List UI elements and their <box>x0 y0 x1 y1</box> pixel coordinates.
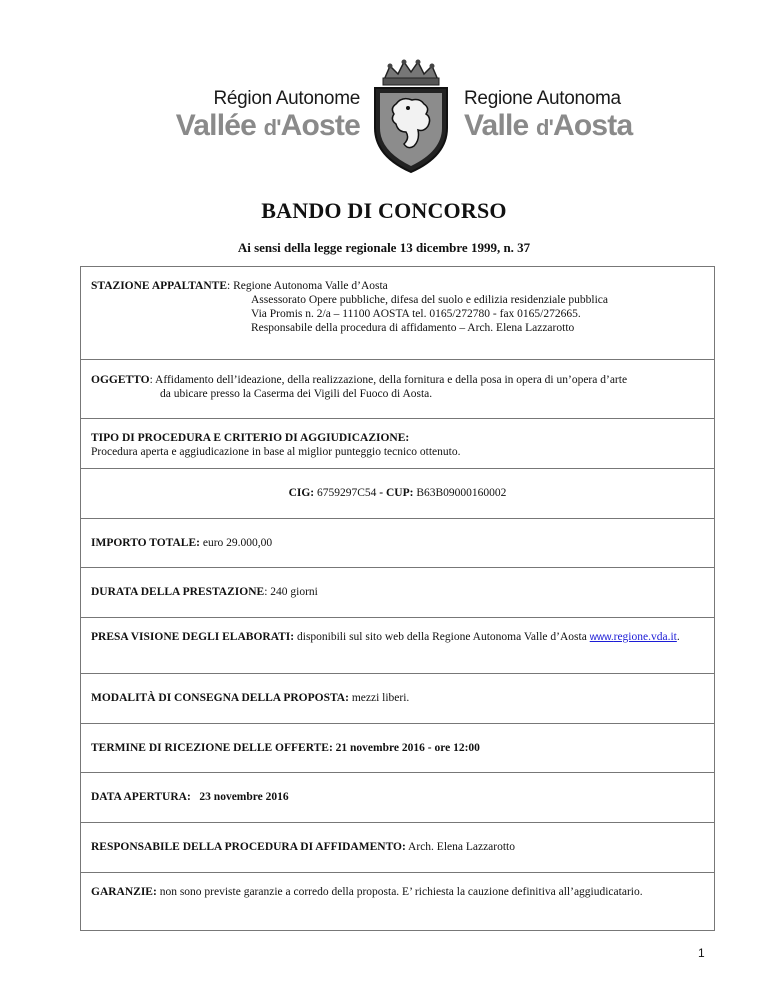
logo-french-line2: Vallée d'Aoste <box>175 109 360 142</box>
oggetto-label: OGGETTO <box>91 374 150 386</box>
cig-label: CIG: <box>288 487 315 499</box>
modalita-value: mezzi liberi. <box>348 692 410 704</box>
importo-label: IMPORTO TOTALE: <box>91 537 200 549</box>
section-oggetto <box>81 360 714 419</box>
presa-text: disponibili sul sito web della Regione Autonoma Valle d’Aosta <box>294 631 587 643</box>
stazione-line2: Assessorato Opere pubbliche, difesa del suolo e edilizia residenziale pubblica <box>251 294 609 306</box>
logo-french-text <box>170 88 360 144</box>
oggetto-line1: : Affidamento dell’ideazione, della realizzazione, della fornitura e della posa in opera di un’opera d’arte <box>149 374 628 386</box>
logo-italian-line2: Valle d'Aosta <box>464 109 633 142</box>
section-responsabile <box>81 823 714 873</box>
logo-italian-line1: Regione Autonoma <box>464 88 621 109</box>
responsabile-value: Arch. Elena Lazzarotto <box>405 841 516 853</box>
section-data-apertura <box>81 773 714 823</box>
section-presa-visione <box>81 618 714 674</box>
importo-value: euro 29.000,00 <box>199 537 273 549</box>
heraldic-lion-crest-icon <box>370 58 452 174</box>
stazione-line3: Via Promis n. 2/a – 11100 AOSTA tel. 0165/272780 - fax 0165/272665. <box>251 308 581 320</box>
presa-after: . <box>676 631 680 643</box>
document-subtitle: Ai sensi della legge regionale 13 dicembre 1999, n. 37 <box>237 240 531 255</box>
logo-french-line1: Région Autonome <box>213 88 360 109</box>
responsabile-label: RESPONSABILE DELLA PROCEDURA DI AFFIDAMENTO: <box>91 841 406 853</box>
cup-value: B63B09000160002 <box>413 487 507 499</box>
apertura-label: DATA APERTURA: 23 novembre 2016 <box>91 791 289 803</box>
section-cig-cup <box>81 469 714 519</box>
logo-italian-text <box>464 88 644 144</box>
section-stazione-appaltante <box>81 267 714 360</box>
procedura-text: Procedura aperta e aggiudicazione in base al miglior punteggio tecnico ottenuto. <box>91 446 461 458</box>
modalita-label: MODALITÀ DI CONSEGNA DELLA PROPOSTA: <box>91 692 349 704</box>
stazione-label: STAZIONE APPALTANTE <box>91 280 228 292</box>
oggetto-line2: da ubicare presso la Caserma dei Vigili del Fuoco di Aosta. <box>160 388 433 400</box>
durata-value: : 240 giorni <box>264 586 318 598</box>
notice-table <box>80 266 715 931</box>
durata-label: DURATA DELLA PRESTAZIONE <box>91 586 265 598</box>
cup-label: - CUP: <box>379 487 414 499</box>
termine-label: TERMINE DI RICEZIONE DELLE OFFERTE: 21 novembre 2016 - ore 12:00 <box>91 742 480 754</box>
presa-label: PRESA VISIONE DEGLI ELABORATI: <box>91 631 295 643</box>
region-logo <box>170 58 633 174</box>
garanzie-text: non sono previste garanzie a corredo della proposta. E’ richiesta la cauzione definitiva all’aggiudicatario. <box>156 886 643 898</box>
section-importo-totale <box>81 519 714 568</box>
garanzie-label: GARANZIE: <box>91 886 157 898</box>
section-termine-ricezione <box>81 724 714 773</box>
section-modalita-consegna <box>81 674 714 724</box>
section-tipo-procedura <box>81 419 714 469</box>
section-garanzie <box>81 873 714 930</box>
regione-website-link[interactable]: www.regione.vda.it <box>589 631 677 643</box>
stazione-line4: Responsabile della procedura di affidamento – Arch. Elena Lazzarotto <box>251 322 575 334</box>
procedura-label: TIPO DI PROCEDURA E CRITERIO DI AGGIUDICAZIONE: <box>91 432 410 444</box>
stazione-line1: : Regione Autonoma Valle d’Aosta <box>227 280 388 292</box>
cig-value: 6759297C54 <box>314 487 380 499</box>
document-title: BANDO DI CONCORSO <box>261 198 507 223</box>
section-durata <box>81 568 714 618</box>
page-number: 1 <box>698 946 705 960</box>
